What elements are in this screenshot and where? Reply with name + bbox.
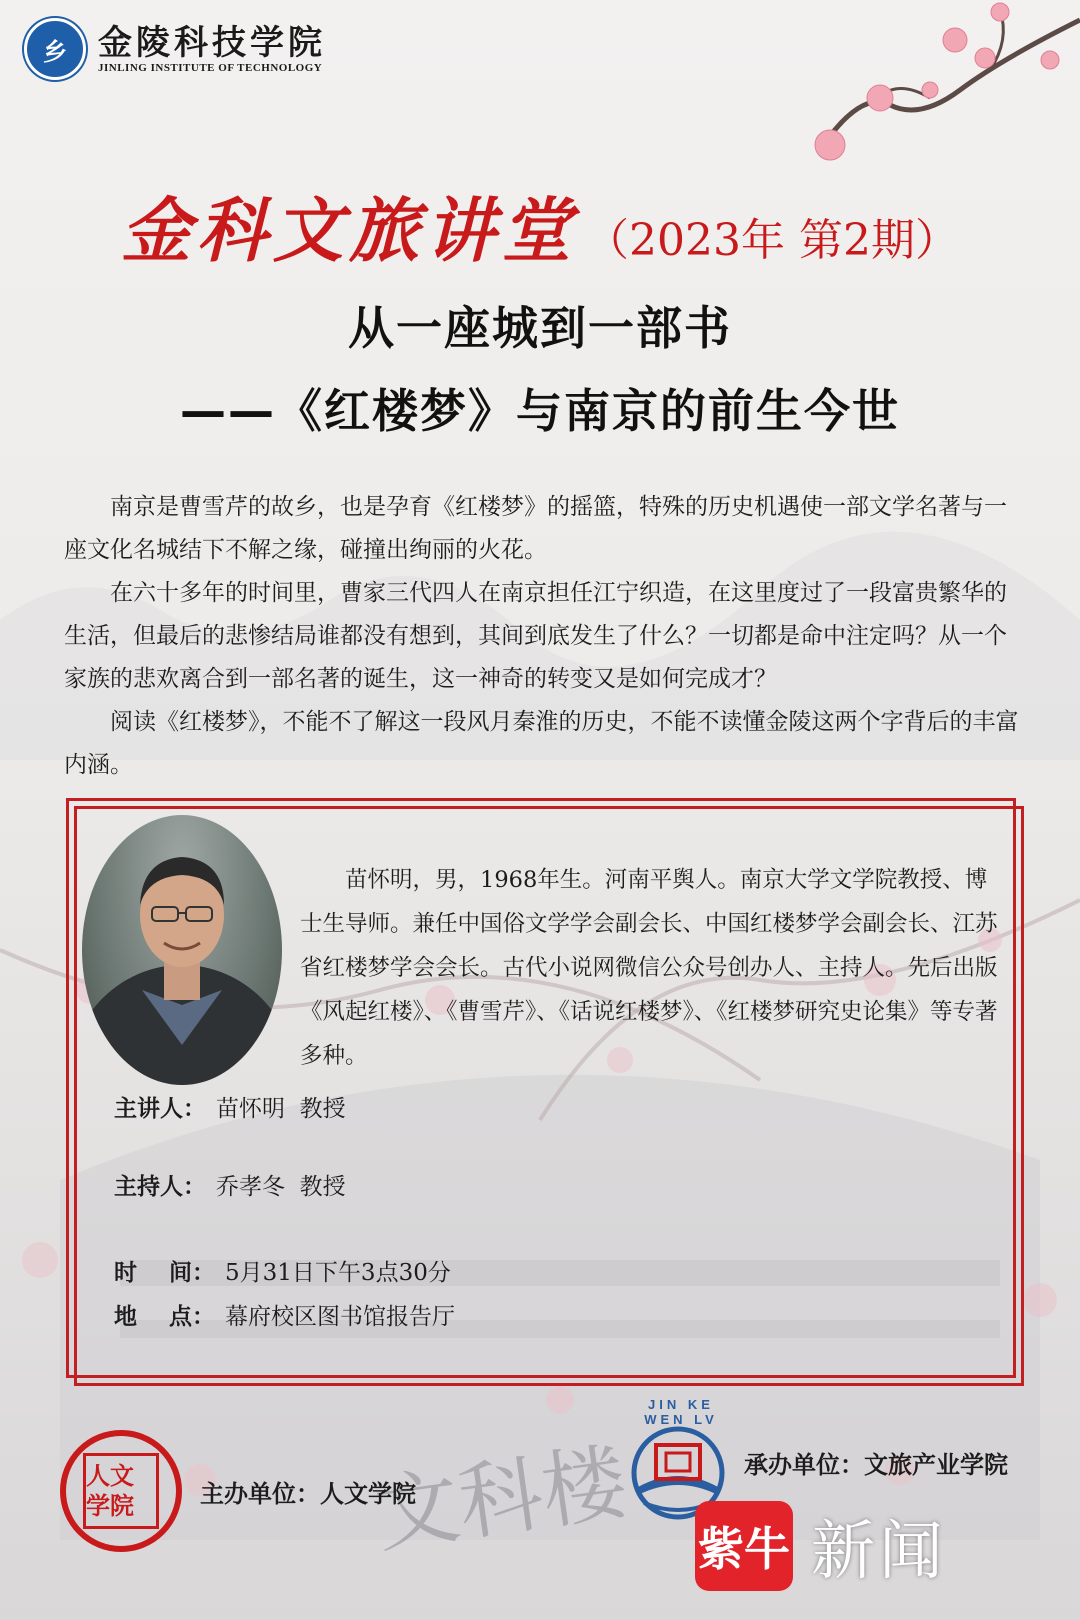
series-issue: （2023年 第2期） xyxy=(585,215,959,266)
lecturer-label: 主讲人： xyxy=(114,1095,206,1122)
lecturer-value: 苗怀明 教授 xyxy=(216,1096,346,1122)
intro-text xyxy=(64,486,1028,787)
speaker-bio xyxy=(300,858,1000,1078)
svg-text:文科楼: 文科楼 xyxy=(369,1432,633,1565)
host-value: 乔孝冬 教授 xyxy=(216,1174,346,1200)
speaker-photo xyxy=(82,815,282,1085)
place-label: 地 点： xyxy=(114,1303,216,1330)
time-label: 时 间： xyxy=(114,1259,216,1286)
lecturer-row xyxy=(114,1090,346,1123)
intro-paragraph: 南京是曹雪芹的故乡，也是孕育《红楼梦》的摇篮，特殊的历史机遇使一部文学名著与一座文化名城结下不解之缘，碰撞出绚丽的火花。 xyxy=(64,494,1007,563)
speaker-bio-text: 苗怀明，男，1968年生。河南平舆人。南京大学文学院教授、博士生导师。兼任中国俗文学学会副会长、中国红楼梦学会副会长、江苏省红楼梦学会会长。古代小说网微信公众号创办人、主持人。先后出版《风起红楼》、《曹雪芹》、《话说红楼梦》、《红楼梦研究史论集》等专著多种。 xyxy=(300,867,998,1069)
organizer-block xyxy=(60,1430,416,1552)
co-organizer-text: 承办单位：文旅产业学院 xyxy=(744,1450,1008,1479)
series-heading xyxy=(0,175,1080,276)
ziniu-badge-icon: 紫牛 xyxy=(695,1501,793,1591)
intro-paragraph: 阅读《红楼梦》，不能不了解这一段风月秦淮的历史，不能不读懂金陵这两个字背后的丰富内涵。 xyxy=(64,709,1019,778)
time-row xyxy=(114,1254,451,1287)
school-name-cn: 金陵科技学院 xyxy=(98,23,326,63)
watermark-text: 新闻 xyxy=(811,1515,947,1589)
time-value: 5月31日下午3点30分 xyxy=(225,1260,451,1286)
host-row xyxy=(114,1168,346,1201)
host-label: 主持人： xyxy=(114,1173,206,1200)
news-watermark xyxy=(695,1500,947,1592)
series-name: 金科文旅讲堂 xyxy=(121,189,578,272)
humanities-seal-icon xyxy=(60,1430,182,1552)
school-name-en: JINLING INSTITUTE OF TECHNOLOGY xyxy=(98,62,323,74)
intro-paragraph: 在六十多年的时间里，曹家三代四人在南京担任江宁织造，在这里度过了一段富贵繁华的生活，但最后的悲惨结局谁都没有想到，其间到底发生了什么？一切都是命中注定吗？从一个家族的悲欢离合到一部名著的诞生，这一神奇的转变又是如何完成才？ xyxy=(64,580,1007,692)
place-row xyxy=(114,1298,455,1331)
seal-chars: 人文学院 xyxy=(83,1453,159,1529)
school-logo xyxy=(24,18,326,80)
lecture-title: 从一座城到一部书 xyxy=(348,301,732,355)
place-value: 幕府校区图书馆报告厅 xyxy=(225,1304,456,1330)
organizer-text: 主办单位：人文学院 xyxy=(200,1479,416,1508)
lecture-subtitle: ——《红楼梦》与南京的前生今世 xyxy=(180,384,900,438)
school-emblem-icon: 乡 xyxy=(24,18,86,80)
emblem-arc-text: JIN KE WEN LV xyxy=(644,1397,718,1427)
